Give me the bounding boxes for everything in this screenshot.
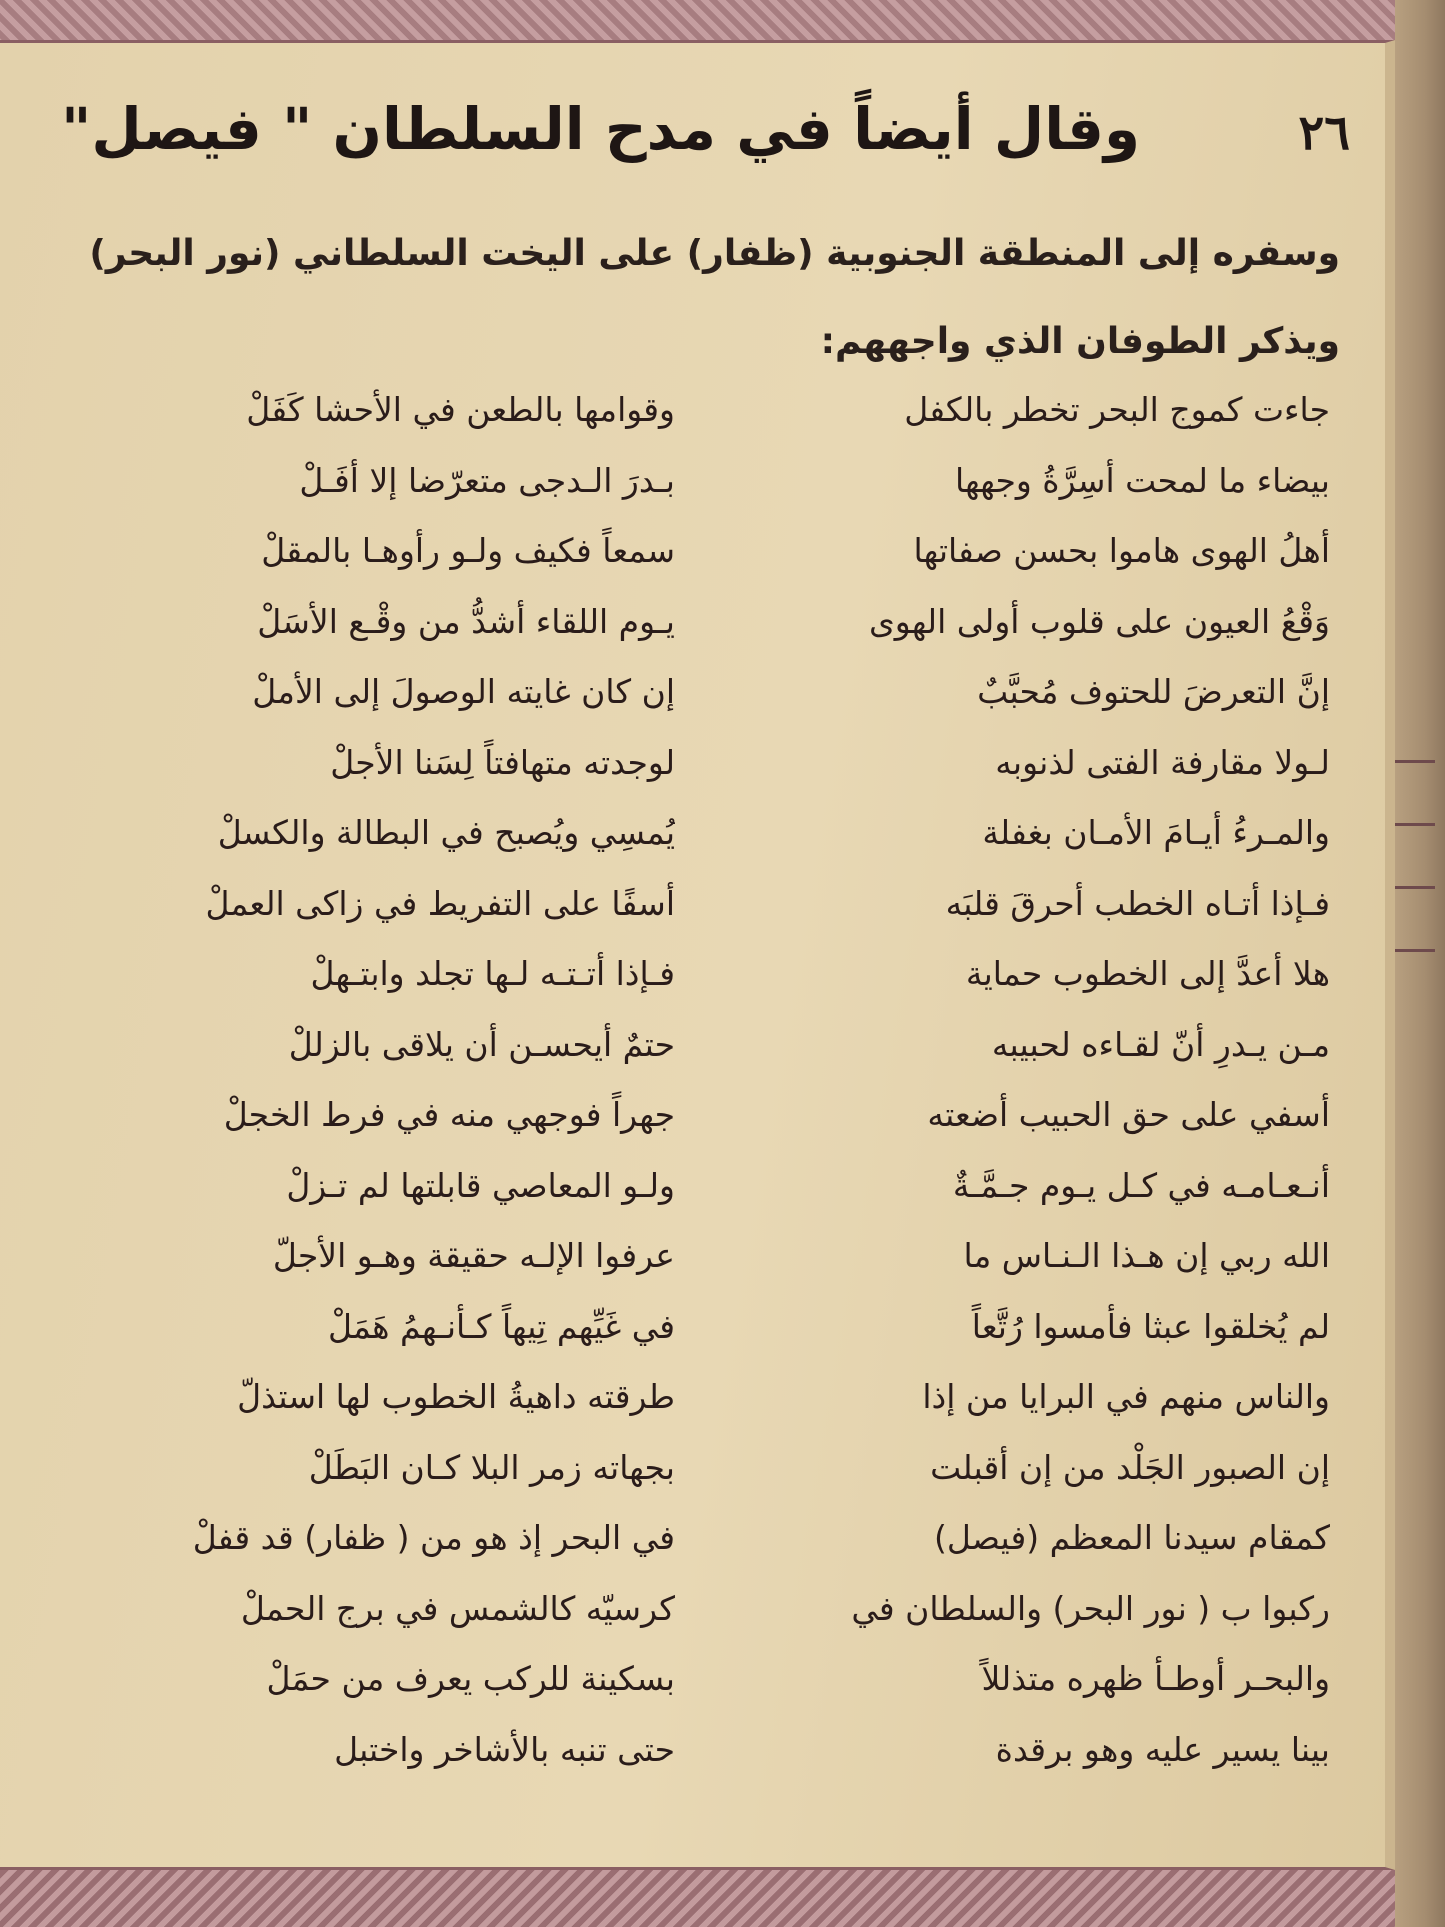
verse xyxy=(110,1503,1330,1574)
page-number: ٢٦ xyxy=(1298,105,1350,161)
verse xyxy=(110,939,1330,1010)
verse-second-hemistich: بجهاته زمر البلا كـان البَطَلْ xyxy=(308,1447,675,1487)
page-header xyxy=(60,85,1350,185)
verse xyxy=(110,375,1330,446)
verse-first-hemistich: إن الصبور الجَلْد من إن أقبلت xyxy=(930,1447,1330,1487)
verse xyxy=(110,1151,1330,1222)
verse xyxy=(110,1080,1330,1151)
verse-second-hemistich: في البحر إذ هو من ( ظفار) قد قفلْ xyxy=(192,1518,675,1557)
verse xyxy=(110,869,1330,940)
verse-second-hemistich: أسفًا على التفريط في زاكى العملْ xyxy=(205,883,675,923)
verse-first-hemistich: بينا يسير عليه وهو برقدة xyxy=(995,1729,1330,1769)
verse xyxy=(110,1221,1330,1292)
intro-text xyxy=(89,210,1340,386)
verse-first-hemistich: والناس منهم في البرايا من إذا xyxy=(922,1377,1330,1416)
verse-first-hemistich: أسفي على حق الحبيب أضعته xyxy=(927,1095,1330,1134)
verse-second-hemistich: بـدرَ الـدجى متعرّضا إلا أفَـلْ xyxy=(299,460,675,500)
verse-second-hemistich: ولـو المعاصي قابلتها لم تـزلْ xyxy=(286,1165,675,1205)
verse-first-hemistich: الله ربي إن هـذا الـنـاس ما xyxy=(963,1236,1330,1275)
verse xyxy=(110,1574,1330,1645)
verse-first-hemistich: والبحـر أوطـأ ظهره متذللاً xyxy=(981,1659,1330,1698)
verse xyxy=(110,1292,1330,1363)
verse-second-hemistich: يُمسِي ويُصبح في البطالة والكسلْ xyxy=(217,813,675,852)
verse xyxy=(110,1715,1330,1786)
verse xyxy=(110,446,1330,517)
verse-second-hemistich: عرفوا الإلـه حقيقة وهـو الأجلّ xyxy=(272,1236,675,1275)
intro-line: وسفره إلى المنطقة الجنوبية (ظفار) على اليخت السلطاني (نور البحر) xyxy=(89,233,1340,274)
verse-second-hemistich: يـوم اللقاء أشدُّ من وقْـع الأسَلْ xyxy=(257,601,675,641)
verse-second-hemistich: بسكينة للركب يعرف من حمَلْ xyxy=(266,1659,675,1698)
verse xyxy=(110,1433,1330,1504)
verse xyxy=(110,516,1330,587)
verse-second-hemistich: كرسيّه كالشمس في برج الحملْ xyxy=(240,1588,675,1628)
verse xyxy=(110,1362,1330,1433)
page-title: وقال أيضاً في مدح السلطان " فيصل" xyxy=(61,95,1140,163)
verse-first-hemistich: فـإذا أتـاه الخطب أحرقَ قلبَه xyxy=(945,883,1330,923)
verse-first-hemistich: والمـرءُ أيـامَ الأمـان بغفلة xyxy=(982,813,1330,852)
verse-first-hemistich: ركبوا ب ( نور البحر) والسلطان في xyxy=(851,1588,1330,1628)
verse xyxy=(110,657,1330,728)
verse-first-hemistich: بيضاء ما لمحت أسِرَّةُ وجهها xyxy=(955,460,1330,500)
verse xyxy=(110,587,1330,658)
verse-second-hemistich: وقوامها بالطعن في الأحشا كَفَلْ xyxy=(246,390,675,429)
verse-second-hemistich: سمعاً فكيف ولـو رأوهـا بالمقلْ xyxy=(261,531,675,570)
verse-first-hemistich: جاءت كموج البحر تخطر بالكفل xyxy=(904,390,1330,429)
verse-second-hemistich: في غَيِّهم تِيهاً كـأنـهمُ هَمَلْ xyxy=(328,1306,675,1346)
verse-second-hemistich: طرقته داهيةُ الخطوب لها استذلّ xyxy=(237,1377,675,1416)
verse-first-hemistich: لـولا مقارفة الفتى لذنوبه xyxy=(995,742,1330,782)
poem xyxy=(110,375,1330,1785)
verse-first-hemistich: أهلُ الهوى هاموا بحسن صفاتها xyxy=(913,531,1330,570)
verse-second-hemistich: إن كان غايته الوصولَ إلى الأملْ xyxy=(252,672,675,711)
verse xyxy=(110,798,1330,869)
verse-second-hemistich: حتمٌ أيحسـن أن يلاقى بالزللْ xyxy=(288,1024,675,1064)
adjacent-page-edge xyxy=(1395,760,1445,1060)
verse-second-hemistich: فـإذا أتـتـه لـها تجلد وابتـهلْ xyxy=(310,954,675,993)
verse-first-hemistich: كمقام سيدنا المعظم (فيصل) xyxy=(934,1518,1330,1557)
verse-second-hemistich: جهراً فوجهي منه في فرط الخجلْ xyxy=(223,1095,675,1134)
verse-second-hemistich: لوجدته متهافتاً لِسَنا الأجلْ xyxy=(330,742,675,782)
verse-first-hemistich: إنَّ التعرضَ للحتوف مُحبَّبٌ xyxy=(977,672,1330,711)
verse xyxy=(110,1644,1330,1715)
verse-second-hemistich: حتى تنبه بالأشاخر واختبل xyxy=(334,1729,675,1769)
verse xyxy=(110,1010,1330,1081)
intro-line: ويذكر الطوفان الذي واجههم: xyxy=(820,321,1340,362)
verse-first-hemistich: هلا أعدَّ إلى الخطوب حماية xyxy=(965,954,1330,993)
verse-first-hemistich: مـن يـدرِ أنّ لقـاءه لحبيبه xyxy=(991,1024,1330,1064)
verse-first-hemistich: لم يُخلقوا عبثا فأمسوا رُتَّعاً xyxy=(971,1306,1330,1346)
verse xyxy=(110,728,1330,799)
verse-first-hemistich: أنـعـامـه في كـل يـوم جـمَّـةٌ xyxy=(952,1165,1330,1205)
verse-first-hemistich: وَقْعُ العيون على قلوب أولى الهوى xyxy=(868,601,1330,641)
